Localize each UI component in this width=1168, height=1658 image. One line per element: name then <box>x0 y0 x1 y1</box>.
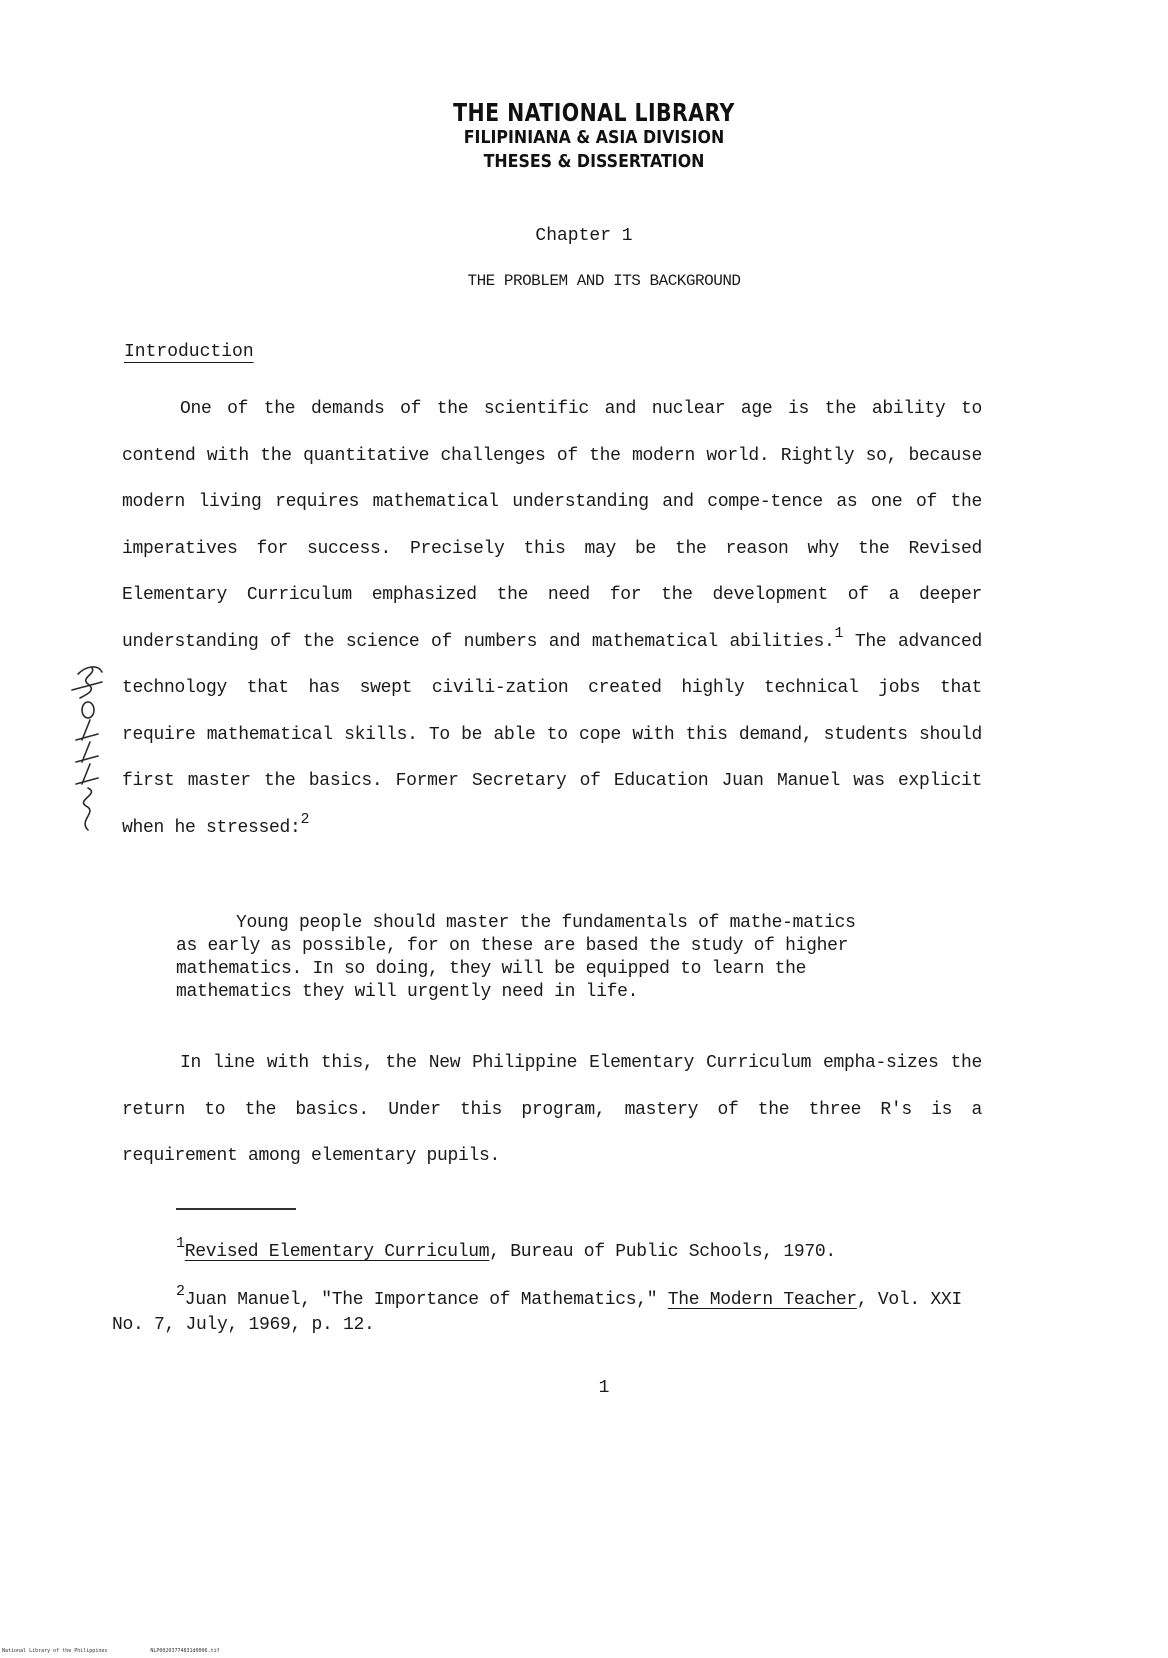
stamp-line-3: THESES & DISSERTATION <box>483 151 705 172</box>
footnote-ref-2: 2 <box>300 810 310 828</box>
block-quote-text: Young people should master the fundamentals of mathe-matics as early as possible, for on these are based the study of higher mathematics. In so doing, they will be equipped to learn the mathematics they will urgently need in life. <box>176 913 856 1002</box>
paragraph-1-part-a: One of the demands of the scientific and nuclear age is the ability to contend with the quantitative challenges of the modern world. Rightly so, because modern living requires mathematical understanding and compe-tence as one of the imperatives for success. Precisely this may be the reason why the Revised Elementary Curriculum emphasized the need for the development of a deeper understanding of the science of numbers and mathematical abilities. <box>122 399 982 652</box>
footnote-divider <box>176 1208 296 1210</box>
scan-footer <box>2 1648 260 1654</box>
paragraph-2-text: In line with this, the New Philippine Elementary Curriculum empha-sizes the return to the basics. Under this program, mastery of the three R's is a requirement among elementary pupils. <box>122 1053 982 1166</box>
footnote-2-marker: 2 <box>176 1283 185 1300</box>
footnote-2-journal: The Modern Teacher <box>667 1290 857 1310</box>
chapter-number: Chapter 1 <box>535 226 633 246</box>
page-number: 1 <box>598 1378 610 1398</box>
chapter-title: THE PROBLEM AND ITS BACKGROUND <box>467 272 741 290</box>
paragraph-2 <box>122 1040 982 1180</box>
stamp-line-1: THE NATIONAL LIBRARY <box>453 98 735 127</box>
paragraph-1 <box>122 386 982 851</box>
scan-footer-source: National Library of the Philippines <box>2 1648 108 1654</box>
scan-footer-filename: NLP00203774831d0006.tif <box>150 1648 220 1654</box>
stamp-line-2: FILIPINIANA & ASIA DIVISION <box>463 127 725 148</box>
paragraph-1-part-b: The advanced technology that has swept civili-zation created highly technical jobs that require mathematical skills. To be able to cope with this demand, students should first master the basics. Former Secretary of Education Juan Manuel was explicit when he stressed: <box>122 631 982 838</box>
footnote-2-rest: , Vol. XXI No. 7, July, 1969, p. 12. <box>112 1290 962 1335</box>
footnote-1-rest: , Bureau of Public Schools, 1970. <box>489 1242 836 1262</box>
footnote-1-title: Revised Elementary Curriculum <box>184 1242 490 1262</box>
section-heading: Introduction <box>124 342 254 362</box>
block-quote <box>176 912 856 1004</box>
library-stamp <box>0 100 1168 171</box>
footnote-ref-1: 1 <box>834 624 844 642</box>
footnote-2-pre: Juan Manuel, "The Importance of Mathematics," <box>184 1290 668 1310</box>
handwritten-accession-note <box>58 660 118 840</box>
footnote-1-marker: 1 <box>176 1235 185 1252</box>
footnote-1 <box>176 1235 976 1265</box>
footnote-2 <box>112 1283 992 1338</box>
